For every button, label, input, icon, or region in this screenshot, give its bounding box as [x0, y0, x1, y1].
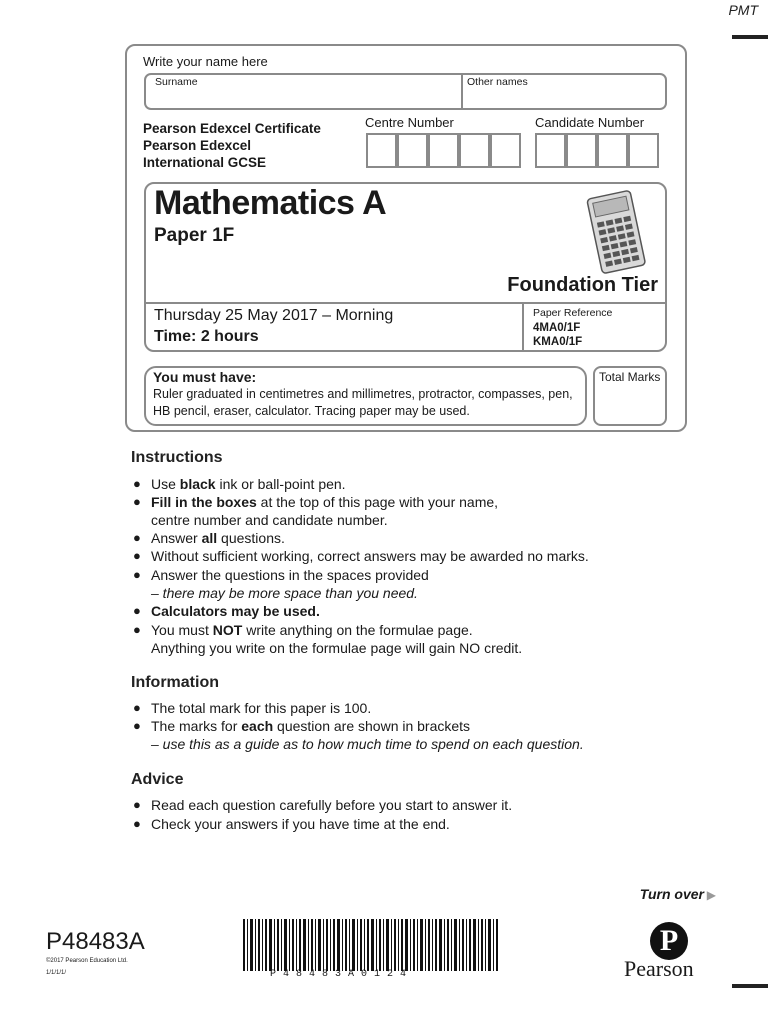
barcode-image	[243, 916, 498, 974]
paper-number: Paper 1F	[154, 225, 235, 246]
instruction-item: Answer all questions.	[151, 530, 285, 546]
bullet: ●	[133, 476, 141, 491]
information-item: The total mark for this paper is 100.	[151, 700, 372, 716]
must-have-text: Ruler graduated in centimetres and millimetres, protractor, compasses, pen, HB pencil, eraser, calculator. Tracing paper may be used.	[153, 387, 573, 418]
paper-reference-code: 4MA0/1F	[533, 322, 581, 334]
corner-rule-top	[732, 35, 768, 39]
information-item-continued: – use this as a guide as to how much time to spend on each question.	[151, 736, 584, 752]
calculator-icon	[584, 188, 648, 274]
paper-reference-code: KMA0/1F	[533, 336, 583, 348]
instruction-item: Calculators may be used.	[151, 603, 320, 619]
bullet: ●	[133, 816, 141, 831]
certificate-line-3: International GCSE	[143, 155, 267, 170]
paper-reference-label: Paper Reference	[533, 307, 613, 319]
reference-divider	[522, 302, 524, 352]
bullet: ●	[133, 494, 141, 509]
instruction-item-continued: centre number and candidate number.	[151, 512, 388, 528]
name-divider	[461, 73, 463, 110]
must-have-title: You must have:	[153, 369, 257, 385]
candidate-number-label: Candidate Number	[535, 115, 645, 130]
bullet: ●	[133, 548, 141, 563]
surname-label: Surname	[155, 76, 198, 88]
instruction-item: You must NOT write anything on the formulae page.	[151, 622, 473, 638]
candidate-number-box[interactable]	[597, 133, 628, 168]
information-item: The marks for each question are shown in brackets	[151, 718, 471, 734]
advice-heading: Advice	[131, 771, 184, 788]
pearson-logo-icon: P	[650, 922, 688, 960]
centre-number-label: Centre Number	[365, 115, 454, 130]
paper-code: P48483A	[46, 928, 145, 955]
barcode-text: P48483A0124	[270, 969, 414, 980]
name-box[interactable]	[144, 73, 667, 110]
centre-number-box[interactable]	[366, 133, 397, 168]
candidate-number-box[interactable]	[628, 133, 659, 168]
copyright-notice: ©2017 Pearson Education Ltd.	[46, 958, 128, 964]
advice-item: Check your answers if you have time at the end.	[151, 816, 450, 832]
pmt-mark: PMT	[728, 2, 758, 18]
instruction-item: Without sufficient working, correct answers may be awarded no marks.	[151, 548, 589, 564]
advice-item: Read each question carefully before you start to answer it.	[151, 797, 513, 813]
instruction-item: Answer the questions in the spaces provided	[151, 567, 429, 583]
instruction-item: Use black ink or ball-point pen.	[151, 476, 346, 492]
subject-title: Mathematics A	[154, 184, 387, 222]
bullet: ●	[133, 603, 141, 618]
version-code: 1/1/1/1/	[46, 970, 67, 976]
bullet: ●	[133, 567, 141, 582]
exam-date: Thursday 25 May 2017 – Morning	[154, 307, 394, 324]
candidate-number-box[interactable]	[535, 133, 566, 168]
other-names-label: Other names	[467, 76, 528, 88]
instruction-item: Fill in the boxes at the top of this page with your name,	[151, 494, 499, 510]
total-marks-label: Total Marks	[599, 370, 661, 384]
tier-label: Foundation Tier	[507, 274, 658, 296]
title-divider	[144, 302, 667, 304]
certificate-line-1: Pearson Edexcel Certificate	[143, 121, 321, 136]
corner-rule-bottom	[732, 984, 768, 988]
candidate-number-box[interactable]	[566, 133, 597, 168]
certificate-line-2: Pearson Edexcel	[143, 138, 252, 153]
instructions-heading: Instructions	[131, 449, 223, 466]
write-name-heading: Write your name here	[143, 54, 268, 69]
bullet: ●	[133, 700, 141, 715]
turn-over-label: Turn over	[639, 886, 704, 902]
instruction-item-continued: Anything you write on the formulae page will gain NO credit.	[151, 640, 523, 656]
bullet: ●	[133, 530, 141, 545]
centre-number-box[interactable]	[459, 133, 490, 168]
turn-over-arrow-icon: ▶	[706, 888, 716, 902]
bullet: ●	[133, 622, 141, 637]
centre-number-box[interactable]	[428, 133, 459, 168]
bullet: ●	[133, 718, 141, 733]
pearson-wordmark: Pearson	[624, 956, 694, 981]
instruction-item-continued: – there may be more space than you need.	[151, 585, 418, 601]
information-heading: Information	[131, 674, 219, 691]
bullet: ●	[133, 797, 141, 812]
centre-number-box[interactable]	[490, 133, 521, 168]
exam-time: Time: 2 hours	[154, 328, 259, 345]
centre-number-box[interactable]	[397, 133, 428, 168]
